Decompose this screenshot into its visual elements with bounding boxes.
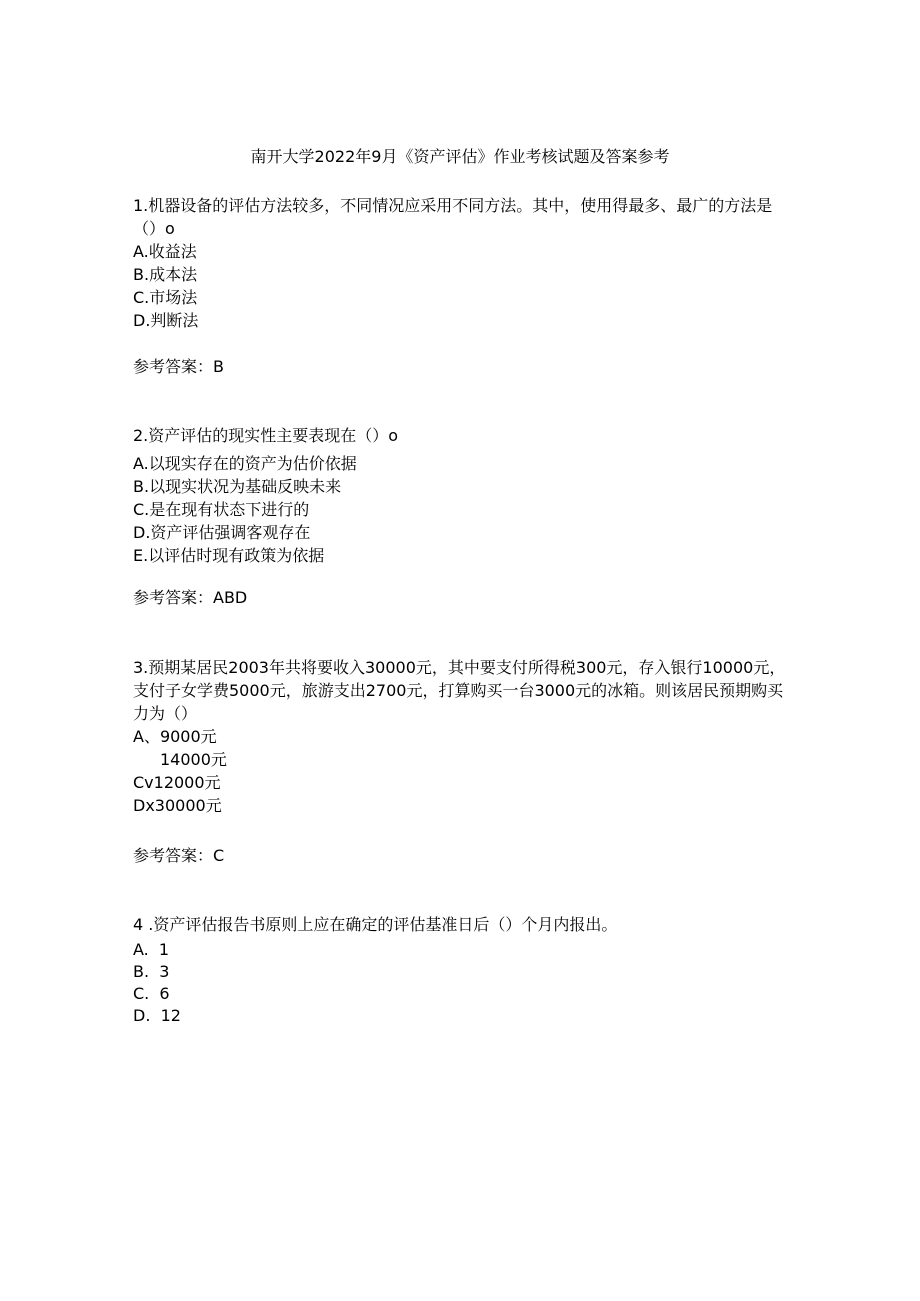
answer-key: 参考答案：C [133, 846, 225, 865]
option-b: B.成本法 [133, 265, 198, 284]
option-a: A. 1 [133, 940, 170, 959]
option-list [133, 939, 793, 1027]
question-stem: 4 .资产评估报告书原则上应在确定的评估基准日后（）个月内报出。 [133, 915, 618, 934]
option-a: A.收益法 [133, 242, 197, 261]
answer-key: 参考答案：B [133, 357, 224, 376]
option-c: C.是在现有状态下进行的 [133, 500, 310, 519]
option-c: C.市场法 [133, 288, 198, 307]
question-1 [133, 194, 793, 376]
question-3 [133, 656, 793, 865]
document-title: 南开大学2022年9月《资产评估》作业考核试题及答案参考 [250, 147, 670, 166]
option-list [133, 240, 793, 332]
option-b: 14000元 [160, 750, 227, 769]
option-d: Dx30000元 [133, 796, 222, 815]
question-2 [133, 424, 793, 607]
option-b: B.以现实状况为基础反映未来 [133, 477, 342, 496]
question-stem: 1.机器设备的评估方法较多，不同情况应采用不同方法。其中，使用得最多、最广的方法是（）o [133, 196, 773, 238]
option-list [133, 452, 793, 567]
option-b: B. 3 [133, 962, 170, 981]
option-d: D.判断法 [133, 311, 199, 330]
question-4 [133, 913, 793, 1027]
option-d: D. 12 [133, 1006, 181, 1025]
answer-key: 参考答案：ABD [133, 588, 248, 607]
option-e: E.以评估时现有政策为依据 [133, 546, 325, 565]
option-c: C. 6 [133, 984, 170, 1003]
option-a: A、9000元 [133, 727, 217, 746]
option-c: Cv12000元 [133, 773, 221, 792]
option-list [133, 725, 793, 817]
option-d: D.资产评估强调客观存在 [133, 523, 311, 542]
question-stem: 2.资产评估的现实性主要表现在（）o [133, 426, 399, 445]
option-a: A.以现实存在的资产为估价依据 [133, 454, 357, 473]
question-stem: 3.预期某居民2003年共将要收入30000元，其中要支付所得税300元，存入银行10000元，支付子女学费5000元，旅游支出2700元，打算购买一台3000元的冰箱。则该居民预期购买力为（） [133, 658, 786, 723]
